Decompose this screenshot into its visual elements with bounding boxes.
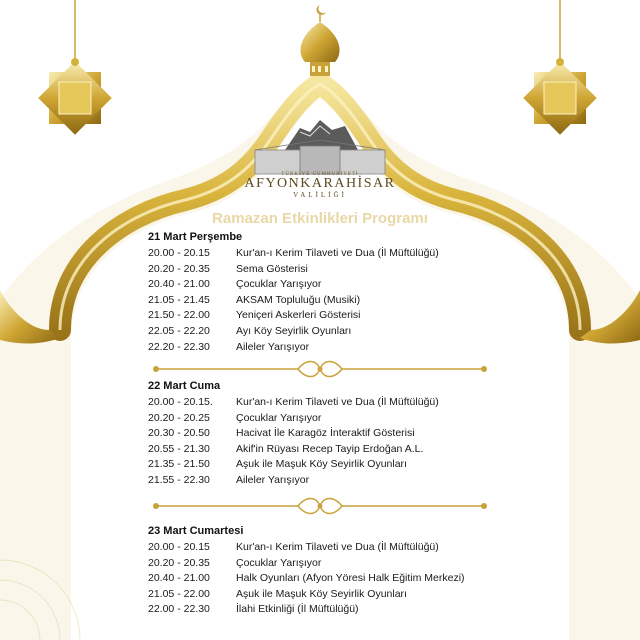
time: 20.30 - 20.50 bbox=[148, 427, 210, 440]
time: 21.05 - 21.45 bbox=[148, 293, 210, 306]
schedule-row bbox=[148, 602, 548, 618]
logo-subtitle: TÜRKİYE CUMHURİYETİ bbox=[281, 172, 359, 177]
event: Kur'an-ı Kerim Tilaveti ve Dua (İl Müftülüğü) bbox=[236, 247, 439, 259]
time: 22.00 - 22.30 bbox=[148, 603, 210, 616]
day-section-1 bbox=[148, 231, 548, 355]
time: 20.00 - 20.15. bbox=[148, 396, 213, 408]
schedule-row bbox=[148, 457, 548, 473]
schedule-row bbox=[148, 556, 548, 572]
event: Aileler Yarışıyor bbox=[236, 473, 310, 486]
time: 20.40 - 21.00 bbox=[148, 278, 210, 291]
event: Aileler Yarışıyor bbox=[236, 340, 310, 353]
event: Sema Gösterisi bbox=[236, 262, 308, 275]
event: Ayı Köy Seyirlik Oyunları bbox=[236, 324, 352, 337]
schedule-row bbox=[148, 473, 548, 489]
time: 20.20 - 20.25 bbox=[148, 411, 210, 424]
schedule-row bbox=[148, 587, 548, 603]
schedule-row bbox=[148, 308, 548, 324]
day-section-2 bbox=[148, 380, 548, 489]
page-title: Ramazan Etkinlikleri Programı bbox=[212, 210, 428, 227]
day-heading: 23 Mart Cumartesi bbox=[148, 525, 244, 537]
time: 21.35 - 21.50 bbox=[148, 458, 210, 471]
logo-name: AFYONKARAHİSAR bbox=[244, 176, 396, 191]
star-lantern-right-icon bbox=[523, 58, 597, 135]
day-heading: 21 Mart Perşembe bbox=[148, 231, 243, 243]
event: Kur'an-ı Kerim Tilaveti ve Dua (İl Müftülüğü) bbox=[236, 396, 439, 408]
event: Yeniçeri Askerleri Gösterisi bbox=[236, 309, 361, 322]
event: Aşuk ile Maşuk Köy Seyirlik Oyunları bbox=[236, 458, 407, 471]
ornament-divider bbox=[148, 359, 492, 379]
time: 20.20 - 20.35 bbox=[148, 262, 210, 275]
schedule-row bbox=[148, 571, 548, 587]
logo-tail: VALİLİĞİ bbox=[293, 191, 347, 199]
schedule-row bbox=[148, 324, 548, 340]
schedule-row bbox=[148, 293, 548, 309]
schedule-row bbox=[148, 340, 548, 356]
schedule-row bbox=[148, 426, 548, 442]
schedule-row bbox=[148, 262, 548, 278]
time: 21.50 - 22.00 bbox=[148, 309, 210, 322]
event: Çocuklar Yarışıyor bbox=[236, 411, 322, 424]
time: 20.00 - 20.15 bbox=[148, 247, 210, 259]
time: 22.20 - 22.30 bbox=[148, 340, 210, 353]
schedule-row bbox=[148, 442, 548, 458]
time: 21.55 - 22.30 bbox=[148, 473, 210, 486]
event: AKSAM Topluluğu (Musiki) bbox=[236, 293, 361, 306]
time: 20.00 - 20.15 bbox=[148, 541, 210, 553]
event: Akif'in Rüyası Recep Tayip Erdoğan A.L. bbox=[236, 442, 424, 455]
event: Aşuk ile Maşuk Köy Seyirlik Oyunları bbox=[236, 587, 407, 600]
schedule-row bbox=[148, 395, 548, 411]
event: Kur'an-ı Kerim Tilaveti ve Dua (İl Müftülüğü) bbox=[236, 541, 439, 553]
day-section-3 bbox=[148, 525, 548, 618]
time: 20.40 - 21.00 bbox=[148, 572, 210, 585]
dome-crescent-icon bbox=[300, 5, 339, 76]
day-heading: 22 Mart Cuma bbox=[148, 380, 221, 392]
event: Çocuklar Yarışıyor bbox=[236, 278, 322, 291]
event: İlahi Etkinliği (İl Müftülüğü) bbox=[236, 603, 359, 616]
schedule-row bbox=[148, 540, 548, 556]
schedule-row bbox=[148, 246, 548, 262]
event: Hacivat İle Karagöz İnteraktif Gösterisi bbox=[236, 427, 415, 440]
star-lantern-left-icon bbox=[38, 58, 112, 135]
logo-text-block bbox=[230, 120, 410, 199]
time: 22.05 - 22.20 bbox=[148, 324, 210, 337]
schedule-row bbox=[148, 411, 548, 427]
schedule-row bbox=[148, 277, 548, 293]
event: Çocuklar Yarışıyor bbox=[236, 556, 322, 569]
event: Halk Oyunları (Afyon Yöresi Halk Eğitim Merkezi) bbox=[236, 572, 465, 585]
time: 20.20 - 20.35 bbox=[148, 556, 210, 569]
time: 20.55 - 21.30 bbox=[148, 442, 210, 455]
time: 21.05 - 22.00 bbox=[148, 587, 210, 600]
ornament-divider bbox=[148, 496, 492, 516]
